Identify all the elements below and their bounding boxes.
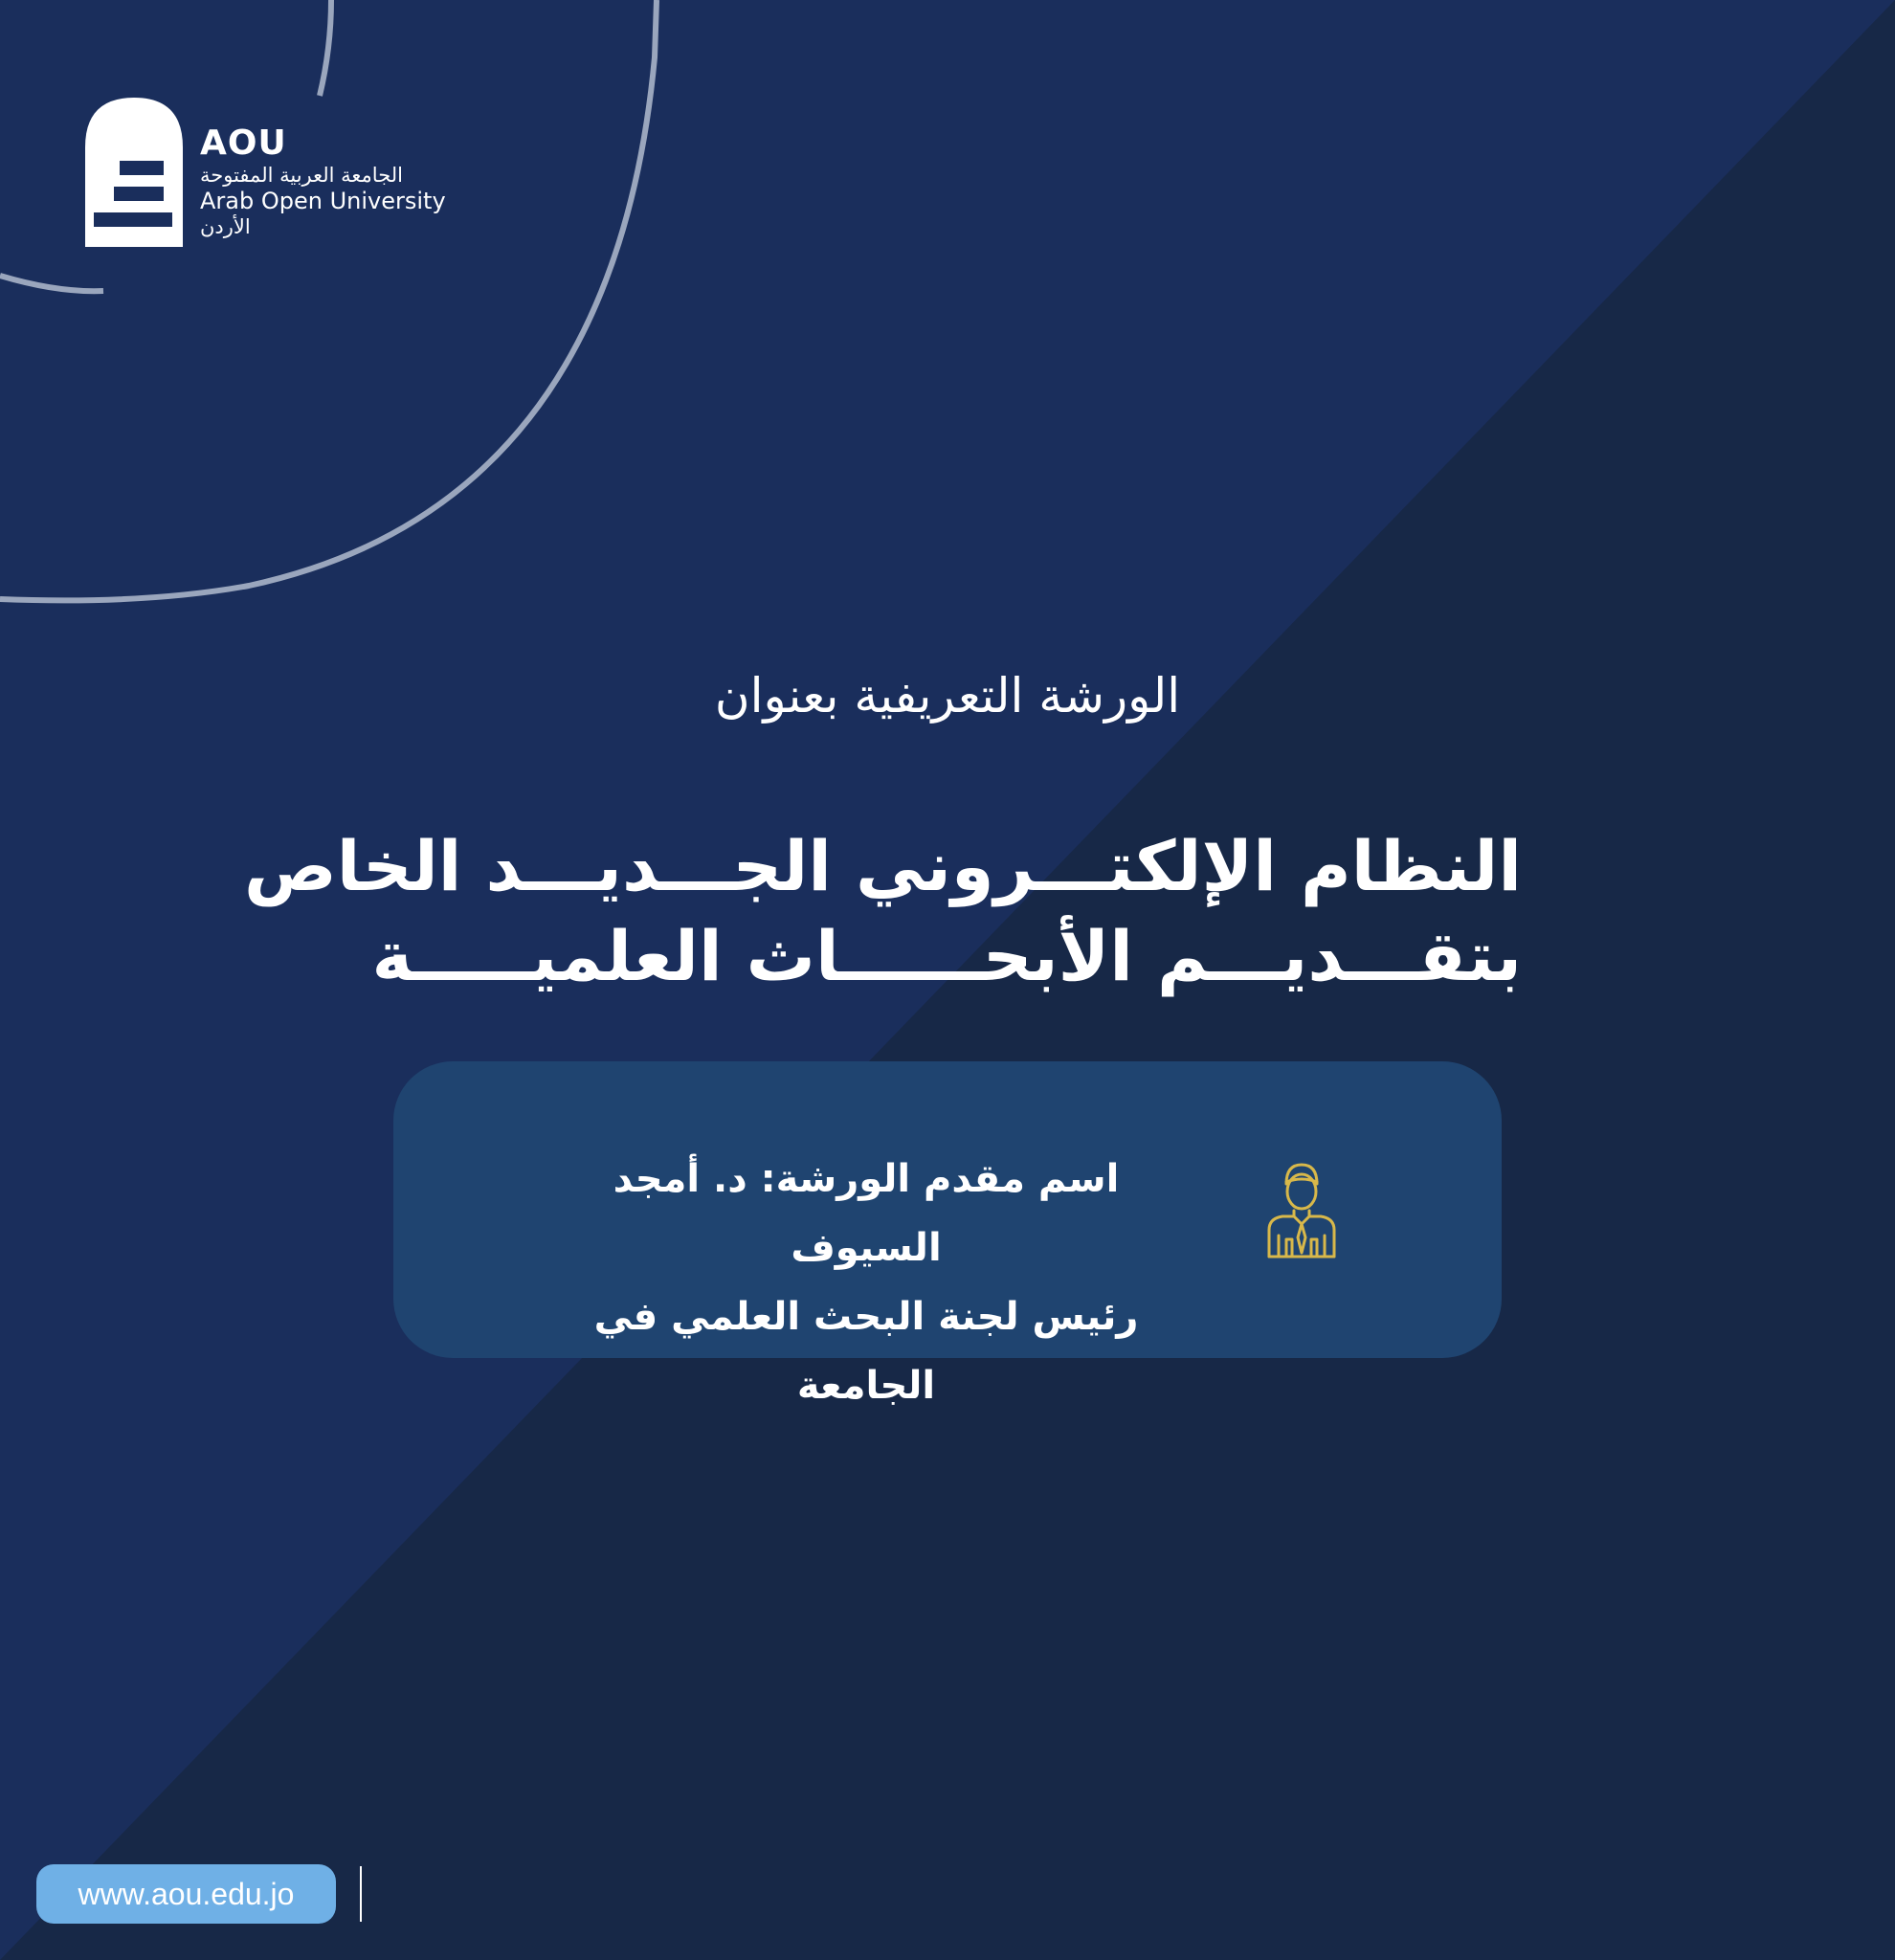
logo-name-english: Arab Open University <box>200 188 446 214</box>
footer-divider <box>360 1866 362 1922</box>
presenter-info <box>536 1145 1196 1420</box>
workshop-subtitle: الورشة التعريفية بعنوان <box>714 668 1181 724</box>
website-link[interactable]: www.aou.edu.jo <box>36 1864 336 1924</box>
presenter-role: رئيس لجنة البحث العلمي في الجامعة <box>593 1295 1139 1408</box>
university-logo[interactable] <box>85 98 468 251</box>
title-line-1: النظام الإلكتـــروني الجـــديـــد الخاص <box>243 826 1522 906</box>
logo-arch-icon <box>85 98 183 247</box>
title-line-2: بتقـــديـــم الأبحــــــاث العلميـــــة <box>371 916 1522 996</box>
logo-abbreviation: AOU <box>200 123 287 163</box>
logo-country-arabic: الأردن <box>200 215 251 238</box>
presenter-name: اسم مقدم الورشة: د. أمجد السيوف <box>613 1157 1120 1270</box>
logo-name-arabic: الجامعة العربية المفتوحة <box>200 164 403 187</box>
presenter-icon <box>1265 1161 1338 1258</box>
workshop-title <box>243 821 1522 1001</box>
